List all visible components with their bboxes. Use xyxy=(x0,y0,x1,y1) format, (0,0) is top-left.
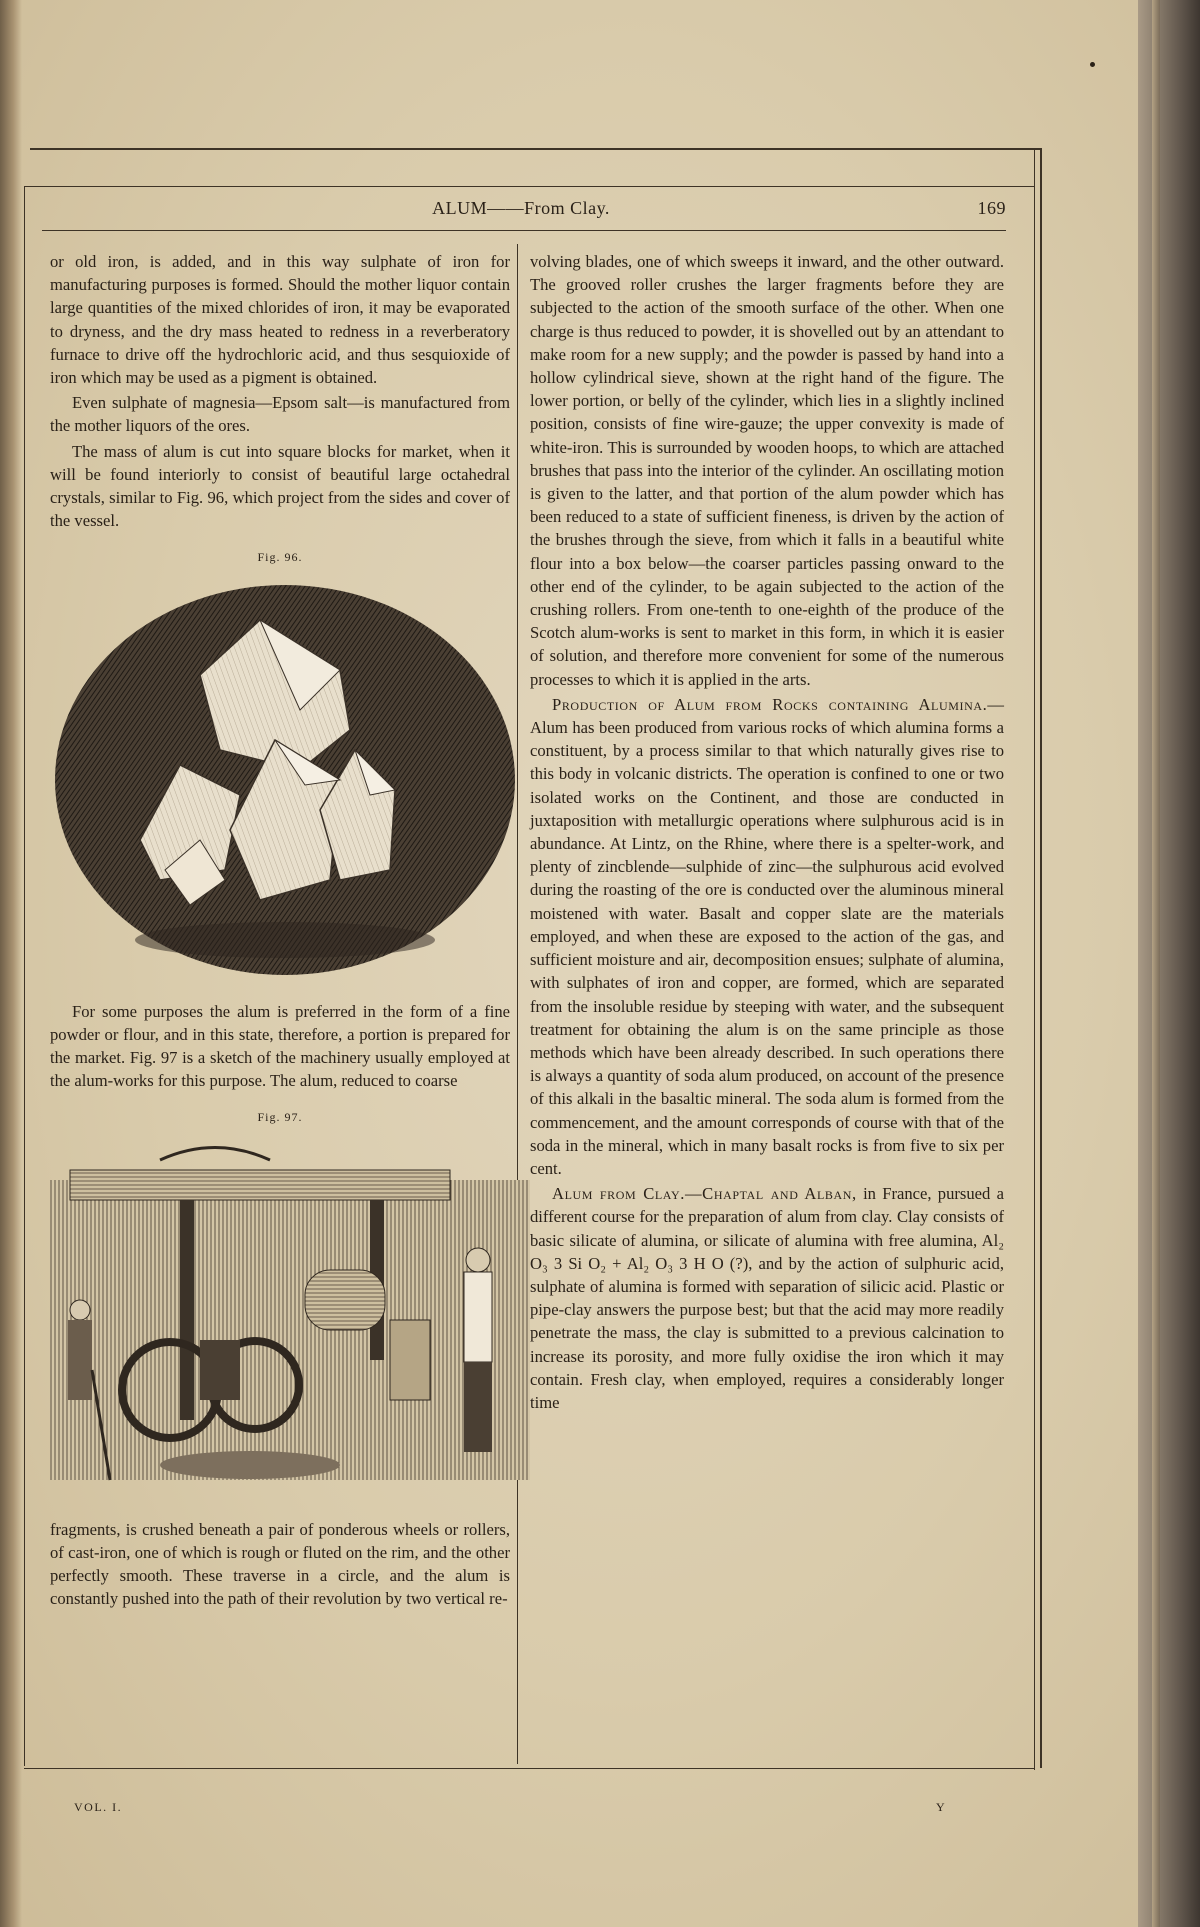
paragraph: or old iron, is added, and in this way sulphate of iron for manufacturing purposes is formed. Should the mother liquor contain large quantities of the mixed chlorides of iron, it may be evaporated to dryness, and the dry mass heated to redness in a reverberatory furnace to drive off the hydrochloric acid, and thus sesquioxide of iron which may be used as a pigment is obtained. xyxy=(50,252,510,388)
section-heading: Production of Alum from Rocks containing Alumina. xyxy=(552,694,988,714)
ink-speck xyxy=(1090,62,1095,67)
paragraph: For some purposes the alum is preferred in the form of a fine powder or flour, and in this state, therefore, a portion is prepared for the market. Fig. 97 is a sketch of the machinery usually employed at the alum-works for this purpose. The alum, reduced to coarse xyxy=(50,1001,510,1091)
paragraph: volving blades, one of which sweeps it inward, and the other outward. The grooved roller crushes the larger fragments before they are subjected to the action of the smooth surface of the other. When one charge is thus reduced to powder, it is shovelled out by an attendant to make room for a new supply; and the powder is passed by hand into a hollow cylindrical sieve, shown at the right hand of the figure. The lower portion, or belly of the cylinder, which lies in a slightly inclined position, consists of fine wire-gauze; the upper convexity is made of white-iron. This is surrounded by wooden hoops, to which are attached brushes that pass into the interior of the cylinder. An oscillating motion is given to the latter, and that portion of the alum powder which has been reduced to a state of sufficient fineness, is driven by the action of the brushes through the sieve, from which it falls in a beautiful white flour into a box below—the coarser particles passing onward to the other end of the cylinder, to be again subjected to the action of the crushing rollers. From one-tenth to one-eighth of the produce of the Scotch alum-works is sent to market in this form, in which it is easier of solution, and therefore more convenient for some of the numerous processes to which it is applied in the arts. xyxy=(530,252,1004,689)
running-header xyxy=(36,198,1006,228)
paragraph-body: —Alum has been produced from various rocks of which alumina forms a constituent, by a process similar to that which naturally gives rise to this body in volcanic districts. The operation is confined to one or two isolated works on the Continent, and those are conducted in juxtaposition with metallurgic operations where sulphurous acid is in abundance. At Lintz, on the Rhine, where there is a spelter-work, and plenty of zincblende—sulphide of zinc—the sulphurous acid evolved during the roasting of the ore is conducted over the aluminous mineral moistened with water. Basalt and copper slate are the materials employed, and when these are exposed to the action of the gas, and sufficient moisture and air, decomposition ensues; sulphate of alumina, with sulphates of iron and copper, are formed, which are separated from the insoluble residue by steeping with water, and the subsequent treatment for obtaining the alum is on the same principle as those methods which have been already described. In such operations there is always a quantity of soda alum produced, on account of the presence of this alkali in the basaltic mineral. The soda alum is formed from the commencement, and the amount corresponds of course with that of the soda in the mineral, which in many basalt rocks is from five to six per cent. xyxy=(530,694,1004,1178)
figure-96-caption: Fig. 96. xyxy=(257,550,303,565)
paragraph: The mass of alum is cut into square blocks for market, when it will be found interiorly to consist of beautiful large octahedral crystals, similar to Fig. 96, which project from the sides and cover of the vessel. xyxy=(50,441,510,531)
paragraph: Even sulphate of magnesia—Epsom salt—is manufactured from the mother liquors of the ores. xyxy=(50,393,510,436)
header-rule xyxy=(42,230,1006,231)
spine-shadow xyxy=(0,0,22,1927)
paragraph xyxy=(530,693,1004,1180)
paragraph-body: in France, pursued a different course for the preparation of alum from clay. Clay consists of basic silicate of alumina, or silicate of alumina with free alumina, xyxy=(530,1184,1004,1250)
left-border-rule xyxy=(24,186,25,1766)
column-divider xyxy=(517,244,518,1764)
page-number: 169 xyxy=(977,198,1006,218)
paragraph: fragments, is crushed beneath a pair of ponderous wheels or rollers, of cast-iron, one of which is rough or fluted on the rim, and the other perfectly smooth. These traverse in a circle, and the alum is constantly pushed into the path of their revolution by two vertical re- xyxy=(50,1519,510,1609)
right-border-rule-outer xyxy=(1040,148,1042,1768)
volume-mark: VOL. I. xyxy=(74,1800,123,1814)
book-binding xyxy=(1138,0,1200,1927)
paragraph xyxy=(530,1182,1004,1414)
running-title: ALUM——From Clay. xyxy=(432,198,610,218)
section-heading: Alum from Clay. xyxy=(552,1184,685,1204)
figure-97-alum-crushing-machinery xyxy=(50,1140,530,1502)
chemical-formula: Al₂ O₃ 3 Si O₂ + Al₂ O₃ 3 H O (?), xyxy=(530,1230,1004,1273)
bottom-border-rule xyxy=(24,1768,1034,1769)
author-names: —Chaptal and Alban, xyxy=(684,1184,857,1204)
right-column xyxy=(530,250,1004,1414)
left-column xyxy=(50,250,510,1610)
figure-97-caption: Fig. 97. xyxy=(257,1110,303,1125)
top-border-rule-inner xyxy=(24,186,1034,187)
paragraph-body: and by the action of sulphuric acid, sulphate of alumina is formed with separation of silicic acid. Plastic or pipe-clay answers the purpose best; but that the acid may more readily penetrate the mass, the clay is submitted to a previous calcination to increase its porosity, and more fully oxidise the iron which it may contain. Fresh clay, when employed, requires a considerably longer time xyxy=(530,1253,1005,1412)
signature-mark: Y xyxy=(936,1800,945,1814)
page-edge xyxy=(1152,0,1160,1927)
top-border-rule xyxy=(30,148,1040,150)
right-border-rule xyxy=(1034,150,1035,1770)
figure-96-alum-crystals xyxy=(50,580,520,980)
